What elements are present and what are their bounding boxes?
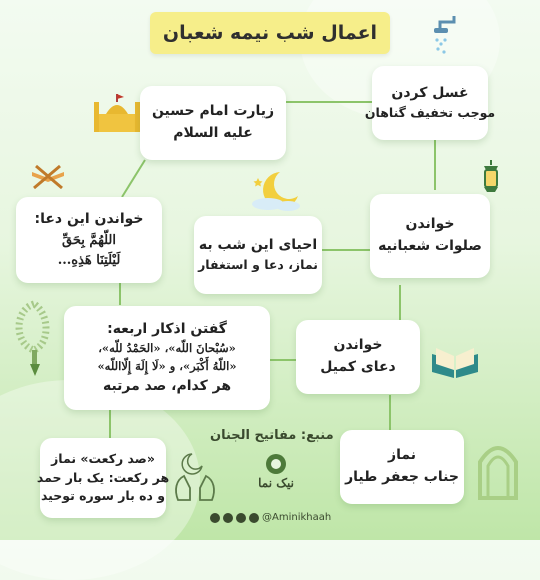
card-ziyarat <box>140 86 286 160</box>
card-ehya-line2: نماز، دعا و استغفار <box>198 257 318 273</box>
open-book-icon <box>430 340 480 380</box>
lantern-icon <box>480 160 502 194</box>
brand-logo <box>256 452 296 508</box>
card-ehya-line1: احیای این شب به <box>198 236 318 253</box>
card-salawat <box>370 194 490 278</box>
card-kumayl <box>296 320 420 394</box>
card-ghusl <box>364 66 496 140</box>
card-adhkar-line4: هر کدام، صد مرتبه <box>102 377 232 394</box>
card-jafar-line1: نماز <box>388 447 416 464</box>
card-adhkar-line3: «اللّهُ أَکْبَر»، و «لَا إِلَهَ إِلّااللّه» <box>97 359 237 373</box>
praying-hands-icon <box>172 450 218 502</box>
card-sadrakat-line3: و ده بار سوره توحید <box>40 488 166 504</box>
card-adhkar <box>64 306 270 410</box>
source-citation: منبع: مفاتیح الجنان <box>210 428 334 443</box>
card-adhkar-line2: «سُبْحانَ اللّه»، «الحَمْدُ للّه»، <box>98 341 236 356</box>
card-dua-line1: خواندن این دعا: <box>34 211 144 228</box>
logo-emblem-icon <box>265 452 287 476</box>
card-dua-line3: لَيْلَتِنَا هَذِهِ... <box>57 252 121 268</box>
logo-text: نیک نما <box>258 476 294 490</box>
card-sadrakat <box>36 438 170 518</box>
aparat-icon <box>249 513 259 523</box>
card-kumayl-line1: خواندن <box>333 337 383 354</box>
twitter-icon <box>236 513 246 523</box>
mosque-icon <box>94 92 140 134</box>
card-ghusl-title: غسل کردن <box>391 84 469 101</box>
prayer-beads-icon <box>14 300 54 380</box>
card-dua <box>16 197 162 283</box>
telegram-icon <box>210 513 220 523</box>
card-ziyarat-line1: زیارت امام حسین <box>151 103 275 120</box>
social-handle: @Aminikhaah <box>262 512 332 523</box>
card-salawat-line2: صلوات شعبانیه <box>378 238 482 254</box>
instagram-icon <box>223 513 233 523</box>
card-jafar <box>340 430 464 504</box>
card-ziyarat-line2: علیه السلام <box>173 125 253 141</box>
card-kumayl-line2: دعای کمیل <box>320 359 396 375</box>
social-handle-row <box>210 512 331 523</box>
crescent-moon-icon <box>250 168 306 212</box>
card-ghusl-subtitle: موجب تخفیف گناهان <box>364 105 496 121</box>
card-jafar-line2: جناب جعفر طیار <box>345 469 459 485</box>
card-ehya <box>194 216 322 294</box>
mihrab-icon <box>476 440 520 500</box>
page-title-text: اعمال شب نیمه شعبان <box>162 22 378 44</box>
shower-icon <box>434 14 464 60</box>
card-dua-line2: اللّهُمَّ بِحَقِّ <box>62 232 116 248</box>
connector-ziyarat-dua <box>122 160 145 197</box>
card-salawat-line1: خواندن <box>405 216 455 233</box>
card-sadrakat-line2: هر رکعت: یک بار حمد <box>36 469 170 485</box>
page-title <box>150 12 390 54</box>
card-sadrakat-line1: «صد رکعت» نماز <box>51 450 155 466</box>
quran-stand-icon <box>30 162 66 192</box>
card-adhkar-line1: گفتن اذکار اربعه: <box>107 320 227 337</box>
